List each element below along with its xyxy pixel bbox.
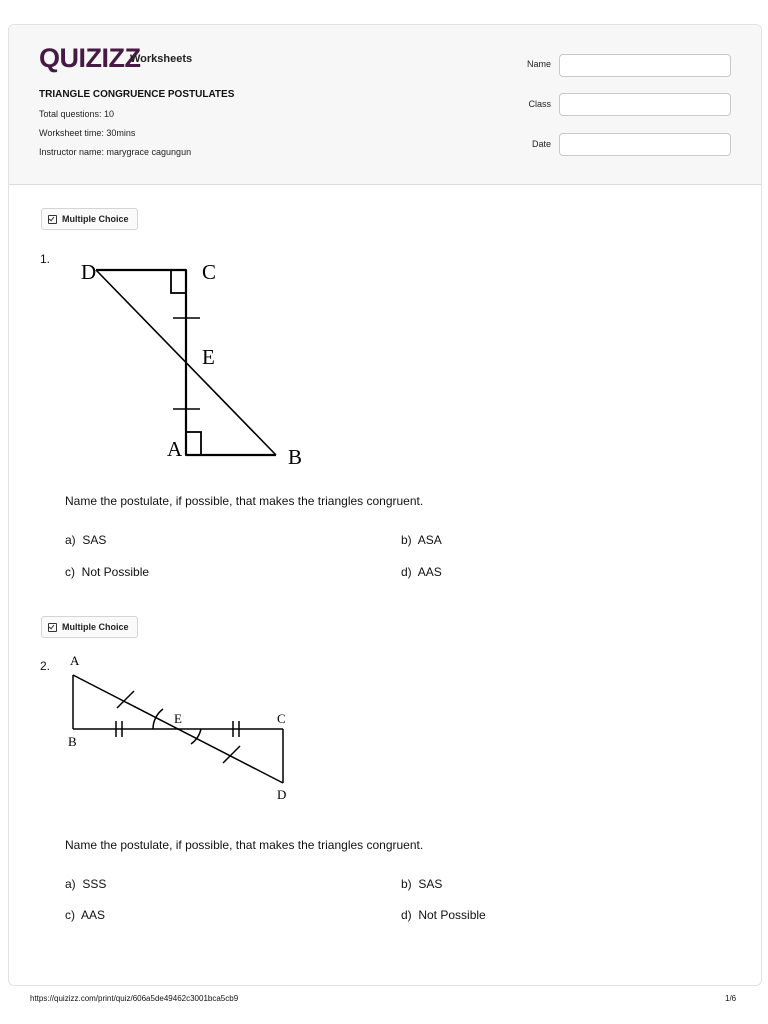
label-c: C <box>277 711 286 726</box>
option-letter: b) <box>401 533 412 547</box>
option-letter: a) <box>65 877 76 891</box>
label-d: D <box>81 260 97 284</box>
label-a: A <box>167 437 183 461</box>
name-label: Name <box>526 59 551 69</box>
question-type-badge <box>41 208 138 230</box>
date-field[interactable] <box>559 133 731 156</box>
option-letter: a) <box>65 533 76 547</box>
option-text: SAS <box>82 533 107 547</box>
option-text: AAS <box>81 908 106 922</box>
option-d <box>401 908 486 922</box>
label-a: A <box>70 653 80 668</box>
option-a <box>65 533 106 547</box>
option-letter: c) <box>65 908 75 922</box>
class-label: Class <box>528 99 551 109</box>
option-a <box>65 877 106 891</box>
worksheet-header <box>9 25 761 185</box>
option-text: Not Possible <box>81 565 150 579</box>
date-label: Date <box>531 139 551 149</box>
right-angle-a <box>186 432 201 455</box>
option-b <box>401 877 442 891</box>
question-prompt: Name the postulate, if possible, that makes the triangles congruent. <box>65 838 424 852</box>
option-letter: d) <box>401 565 412 579</box>
worksheet-time: Worksheet time: 30mins <box>39 128 136 138</box>
option-c <box>65 565 149 579</box>
checkbox-icon <box>48 215 57 224</box>
diagram-lines <box>73 675 283 783</box>
option-text: AAS <box>417 565 442 579</box>
logo-subtitle: Worksheets <box>130 53 193 65</box>
question-type-badge <box>41 616 138 638</box>
worksheet-page <box>8 24 762 986</box>
total-questions: Total questions: 10 <box>39 109 115 119</box>
option-text: SSS <box>82 877 107 891</box>
option-text: SAS <box>418 877 443 891</box>
option-letter: c) <box>65 565 75 579</box>
diagram-lines <box>96 270 276 455</box>
label-d: D <box>277 787 287 802</box>
page-number: 1/6 <box>725 994 737 1003</box>
class-field[interactable] <box>559 93 731 116</box>
question-number: 2. <box>40 659 51 673</box>
instructor-name: Instructor name: marygrace cagungun <box>39 147 192 157</box>
question-prompt: Name the postulate, if possible, that makes the triangles congruent. <box>65 494 424 508</box>
option-b <box>401 533 442 547</box>
right-angle-c <box>171 270 186 293</box>
label-e: E <box>202 345 215 369</box>
label-b: B <box>288 445 303 467</box>
footer-url: https://quizizz.com/print/quiz/606a5de49462c3001bca5cb9 <box>30 994 239 1003</box>
label-e: E <box>174 711 182 726</box>
option-text: Not Possible <box>418 908 486 922</box>
checkbox-icon <box>48 623 57 632</box>
option-text: ASA <box>417 533 442 547</box>
option-letter: b) <box>401 877 412 891</box>
question-1-diagram <box>69 257 319 467</box>
label-b: B <box>68 734 77 749</box>
option-d <box>401 565 442 579</box>
question-type-label: Multiple Choice <box>62 622 129 632</box>
tick-mark-ed <box>223 746 240 763</box>
label-c: C <box>202 260 217 284</box>
option-letter: d) <box>401 908 412 922</box>
option-c <box>65 908 105 922</box>
question-type-label: Multiple Choice <box>62 214 129 224</box>
worksheet-title: TRIANGLE CONGRUENCE POSTULATES <box>39 89 235 100</box>
question-number: 1. <box>40 252 51 266</box>
question-2-diagram <box>61 653 311 805</box>
quizizz-logo: QUIZIZZ <box>39 43 141 73</box>
name-field[interactable] <box>559 54 731 77</box>
